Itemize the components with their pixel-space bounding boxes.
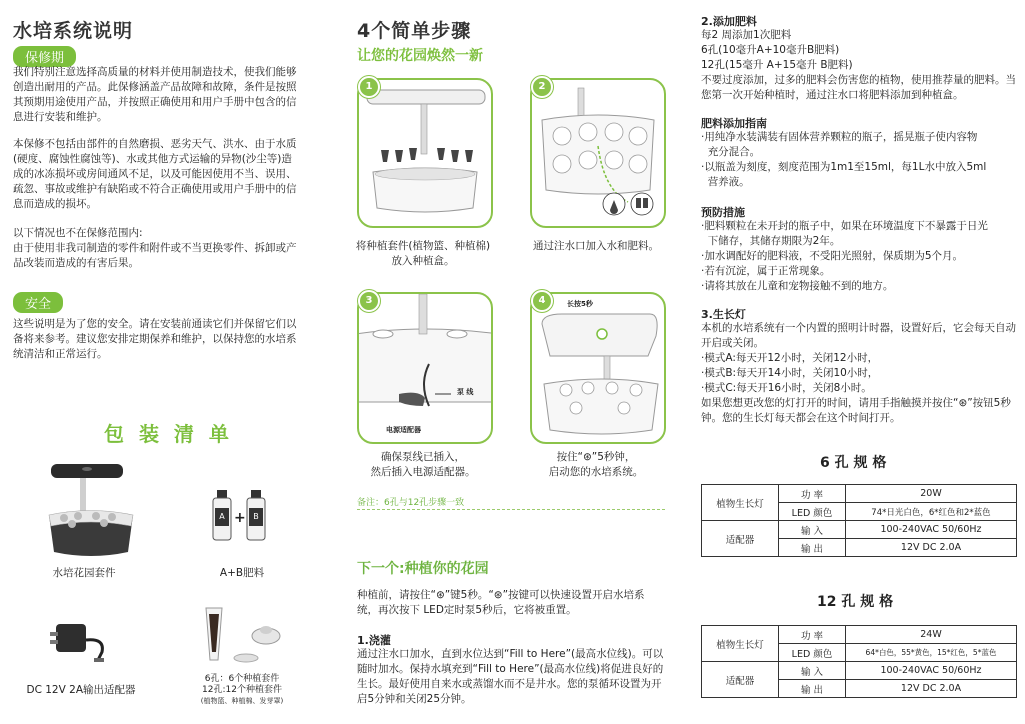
steps-note: 备注：6孔与12孔步骤一致 bbox=[357, 498, 465, 508]
seed-kit-image bbox=[196, 600, 288, 670]
spec6-output-label: 输 出 bbox=[779, 539, 846, 557]
spec-12-title: 12 孔 规 格 bbox=[817, 594, 894, 610]
page-title: 水培系统说明 bbox=[13, 20, 134, 42]
warranty-paragraph-2: 本保修不包括由部件的自然磨损、恶劣天气、洪水、由于水质(硬度、腐蚀性腐蚀等)、水或其他方式运输的异物(沙尘等)造成的冰冻损坏或房间通风不足，以及可能因使用不当、误用、疏忽、事故或维护有缺陷或不符合正确使用或用户手册中的信息而造成的损坏。 bbox=[13, 138, 297, 210]
spec12-input-value: 100-240VAC 50/60Hz bbox=[846, 662, 1017, 680]
spec6-led-value: 74*日光白色，6*红色和2*蓝色 bbox=[846, 503, 1017, 521]
watering-paragraph: 通过注水口加水，直到水位达到“Fill to Here”(最高水位线)。可以随时加水。保持水填充到“Fill to Here”(最高水位线)将促进良好的生长。最好使用自来水或蒸馏水而不是井水。您的泵循环设置为开启5分钟和关闭25分钟。 bbox=[357, 648, 664, 705]
step-4-card bbox=[530, 292, 666, 444]
spec-12-table bbox=[701, 625, 1017, 698]
seed-kit-line-3: (植物篮、种植棉、发芽罩) bbox=[200, 697, 284, 705]
spec6-grow-light: 植物生长灯 bbox=[702, 485, 779, 521]
step-2-badge: 2 bbox=[531, 76, 553, 98]
step-3-illustration bbox=[359, 294, 491, 442]
warranty-paragraph-1: 我们特别注意选择高质量的材料并使用制造技术，使我们能够创造出耐用的产品。此保修涵盖产品故障和故障，条件是按照其预期用途使用产品，并按照正确使用和用户手册中包含的信息进行安装和维护。 bbox=[13, 66, 297, 123]
bottle-a-label: A bbox=[219, 512, 225, 521]
grow-light-paragraph: 本机的水培系统有一个内置的照明计时器，设置好后，它会每天自动开启或关闭。 ·模式A:每天开12小时，关闭12小时， ·模式B:每天开14小时，关闭10小时， ·模式C:每天开16小时，关闭8小时。 如果您想更改您的灯打开的时间，请用手指触摸并按住“⊛”按钮5秒钟。您的生长灯每天都会在这个时间打开。 bbox=[701, 322, 1016, 424]
plus-sign: + bbox=[234, 510, 246, 526]
nutrients-label: A+B肥料 bbox=[219, 567, 265, 579]
spec6-output-value: 12V DC 2.0A bbox=[846, 539, 1017, 557]
spec12-output-value: 12V DC 2.0A bbox=[846, 680, 1017, 698]
step-4-badge: 4 bbox=[531, 290, 553, 312]
next-section-paragraph: 种植前，请按住“⊛”键5秒。“⊛”按键可以快速设置开启水培系统，再次按下 LED定时泵5秒后，它将被重置。 bbox=[357, 589, 645, 616]
precautions-paragraph: ·肥料颗粒在未开封的瓶子中，如果在环境温度下不暴露于日光 下储存，其储存期限为2年。 ·加水调配好的肥料液，不受阳光照射，保质期为5个月。 ·若有沉淀，属于正常现象。 ·请将其放在儿童和宠物接触不到的地方。 bbox=[701, 220, 988, 292]
step-4-illustration bbox=[532, 294, 664, 442]
spec6-led-label: LED 颜色 bbox=[779, 503, 846, 521]
note-divider bbox=[357, 509, 665, 510]
step-1-caption: 将种植套件(植物篮、种植棉) 放入种植盒。 bbox=[355, 240, 491, 267]
spec12-led-value: 64*白色，55*黄色，15*红色，5*蓝色 bbox=[846, 644, 1017, 662]
step-1-card bbox=[357, 78, 493, 228]
spec12-grow-light: 植物生长灯 bbox=[702, 626, 779, 662]
fertilizer-guide-paragraph: ·用纯净水装满装有固体营养颗粒的瓶子，摇晃瓶子使内容物 充分混合。 ·以瓶盖为刻度，刻度范围为1m1至15ml，每1L水中放入5ml 营养液。 bbox=[701, 131, 987, 188]
seed-kit-line-1: 6孔：6个种植套件 bbox=[204, 674, 280, 684]
spec6-input-value: 100-240VAC 50/60Hz bbox=[846, 521, 1017, 539]
bottle-b-label: B bbox=[253, 512, 259, 521]
spec12-adapter: 适配器 bbox=[702, 662, 779, 698]
spec12-input-label: 输 入 bbox=[779, 662, 846, 680]
hold-5s-label: 长按5秒 bbox=[567, 300, 593, 308]
button-timer-icon bbox=[597, 329, 607, 339]
step-1-badge: 1 bbox=[358, 76, 380, 98]
step-3-badge: 3 bbox=[358, 290, 380, 312]
steps-title: 4个简单步骤 bbox=[357, 20, 472, 42]
step-2-card bbox=[530, 78, 666, 228]
watering-heading: 1.浇灌 bbox=[357, 634, 391, 647]
adapter-label: DC 12V 2A输出适配器 bbox=[26, 684, 136, 696]
fertilizer-heading: 2.添加肥料 bbox=[701, 15, 757, 28]
spec-6-title: 6 孔 规 格 bbox=[820, 455, 887, 471]
grow-light-heading: 3.生长灯 bbox=[701, 308, 746, 321]
step-1-illustration bbox=[359, 80, 491, 226]
next-section-title: 下一个:种植你的花园 bbox=[357, 561, 489, 577]
seed-kit-line-2: 12孔:12个种植套件 bbox=[202, 685, 282, 695]
garden-kit-image bbox=[46, 460, 136, 562]
spec-6-table bbox=[701, 484, 1017, 557]
step-3-caption: 确保泵线已插入， 然后插入电源适配器。 bbox=[370, 451, 476, 478]
spec12-power-value: 24W bbox=[846, 626, 1017, 644]
step-4-caption: 按住“⊛”5秒钟， 启动您的水培系统。 bbox=[548, 451, 644, 478]
power-adapter-label: 电源适配器 bbox=[386, 426, 421, 434]
spec12-output-label: 输 出 bbox=[779, 680, 846, 698]
safety-paragraph: 这些说明是为了您的安全。请在安装前通读它们并保留它们以备将来参考。建议您安排定期保养和维护，以保持您的水培系统清洁和正常运行。 bbox=[13, 318, 297, 360]
spec12-power-label: 功 率 bbox=[779, 626, 846, 644]
spec6-power-value: 20W bbox=[846, 485, 1017, 503]
warranty-heading: 保修期 bbox=[13, 46, 76, 67]
spec6-power-label: 功 率 bbox=[779, 485, 846, 503]
step-2-caption: 通过注水口加入水和肥料。 bbox=[533, 240, 659, 252]
fertilizer-guide-heading: 肥料添加指南 bbox=[701, 117, 767, 130]
warranty-paragraph-3: 以下情况也不在保修范围内: 由于使用非我司制造的零件和附件或不当更换零件、拆卸或产品改装而造成的有害后果。 bbox=[13, 227, 297, 269]
garden-kit-label: 水培花园套件 bbox=[52, 567, 116, 579]
safety-heading: 安全 bbox=[13, 292, 63, 313]
precautions-heading: 预防措施 bbox=[701, 206, 745, 219]
power-adapter-icon bbox=[50, 612, 120, 668]
steps-subtitle: 让您的花园焕然一新 bbox=[357, 48, 483, 64]
packing-list-title: 包 装 清 单 bbox=[104, 422, 233, 446]
step-2-illustration bbox=[532, 80, 664, 226]
step-3-card bbox=[357, 292, 493, 444]
spec6-adapter: 适配器 bbox=[702, 521, 779, 557]
pump-cable-label: 泵 线 bbox=[457, 388, 474, 396]
spec12-led-label: LED 颜色 bbox=[779, 644, 846, 662]
fertilizer-paragraph: 每2 周添加1次肥料 6孔(10毫升A+10毫升B肥料) 12孔(15毫升 A+15毫升 B肥料) 不要过度添加，过多的肥料会伤害您的植物，使用推荐量的肥料。当您第一次开始种植时，通过注水口将肥料添加到种植盒。 bbox=[701, 29, 1016, 101]
spec6-input-label: 输 入 bbox=[779, 521, 846, 539]
